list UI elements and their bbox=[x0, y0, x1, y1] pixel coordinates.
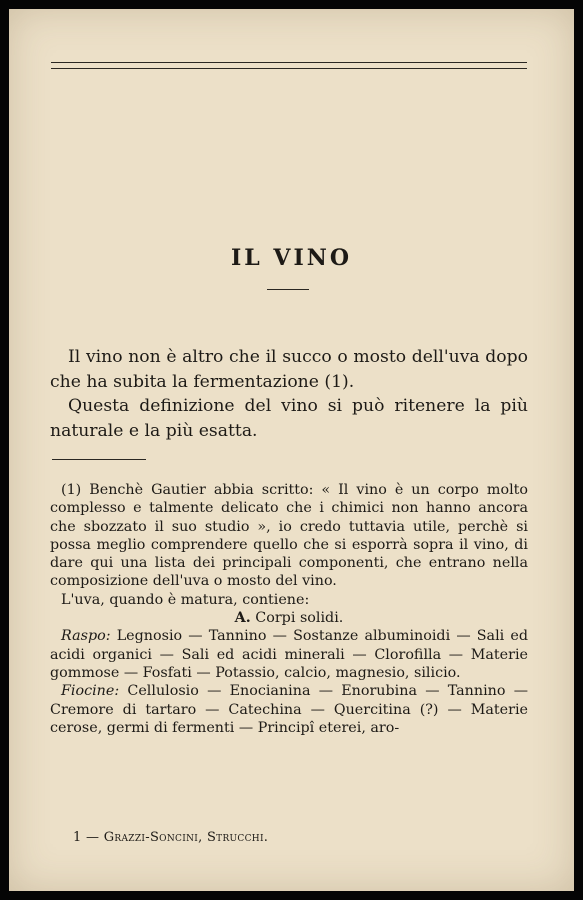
chapter-title: IL VINO bbox=[230, 245, 353, 271]
header-rule-upper bbox=[51, 62, 527, 63]
section-heading bbox=[50, 609, 528, 627]
item-text: Legnosio — Tannino — Sostanze albuminoidi — Sali ed acidi organici — Sali ed acidi minerali — Clorofilla — Materie gommose — Fosfati — Potassio, calcio, magnesio, silicio. bbox=[50, 628, 528, 681]
footnote-rule bbox=[52, 459, 146, 460]
section-title: Corpi solidi. bbox=[255, 610, 344, 627]
list-item-fiocine bbox=[50, 682, 528, 737]
title-underline bbox=[267, 289, 309, 290]
header-rule-lower bbox=[51, 68, 527, 69]
footnote-text: (1) Benchè Gautier abbia scritto: « Il vino è un corpo molto complesso e talmente delicato che i chimici non hanno ancora che sbozzato il suo studio », io credo tuttavia utile, perchè si possa meglio comprendere quello che si esporrà sopra il vino, di dare qui una lista dei principali componenti, che entrano nella composizione dell'uva o mosto del vino. bbox=[50, 482, 528, 590]
footer-authors: Grazzi-Soncini, Strucchi. bbox=[103, 830, 269, 845]
list-item-raspo bbox=[50, 627, 528, 682]
main-text bbox=[50, 345, 528, 443]
footnote-intro: L'uva, quando è matura, contiene: bbox=[61, 591, 310, 608]
page-footer bbox=[73, 830, 268, 845]
main-paragraph-2: Questa definizione del vino si può ritenere la più naturale e la più esatta. bbox=[50, 396, 528, 441]
item-text: Cellulosio — Enocianina — Enorubina — Tannino — Cremore di tartaro — Catechina — Quercitina (?) — Materie cerose, germi di fermenti — Principî eterei, aro- bbox=[50, 683, 528, 736]
section-letter: A. bbox=[234, 610, 251, 627]
footnote-block bbox=[50, 481, 528, 737]
signature-mark: 1 — bbox=[73, 830, 100, 845]
main-paragraph-1: Il vino non è altro che il succo o mosto dell'uva dopo che ha subita la fermentazione (1). bbox=[50, 347, 528, 392]
book-page bbox=[9, 9, 574, 891]
item-label: Fiocine: bbox=[61, 683, 120, 700]
item-label: Raspo: bbox=[61, 628, 111, 645]
